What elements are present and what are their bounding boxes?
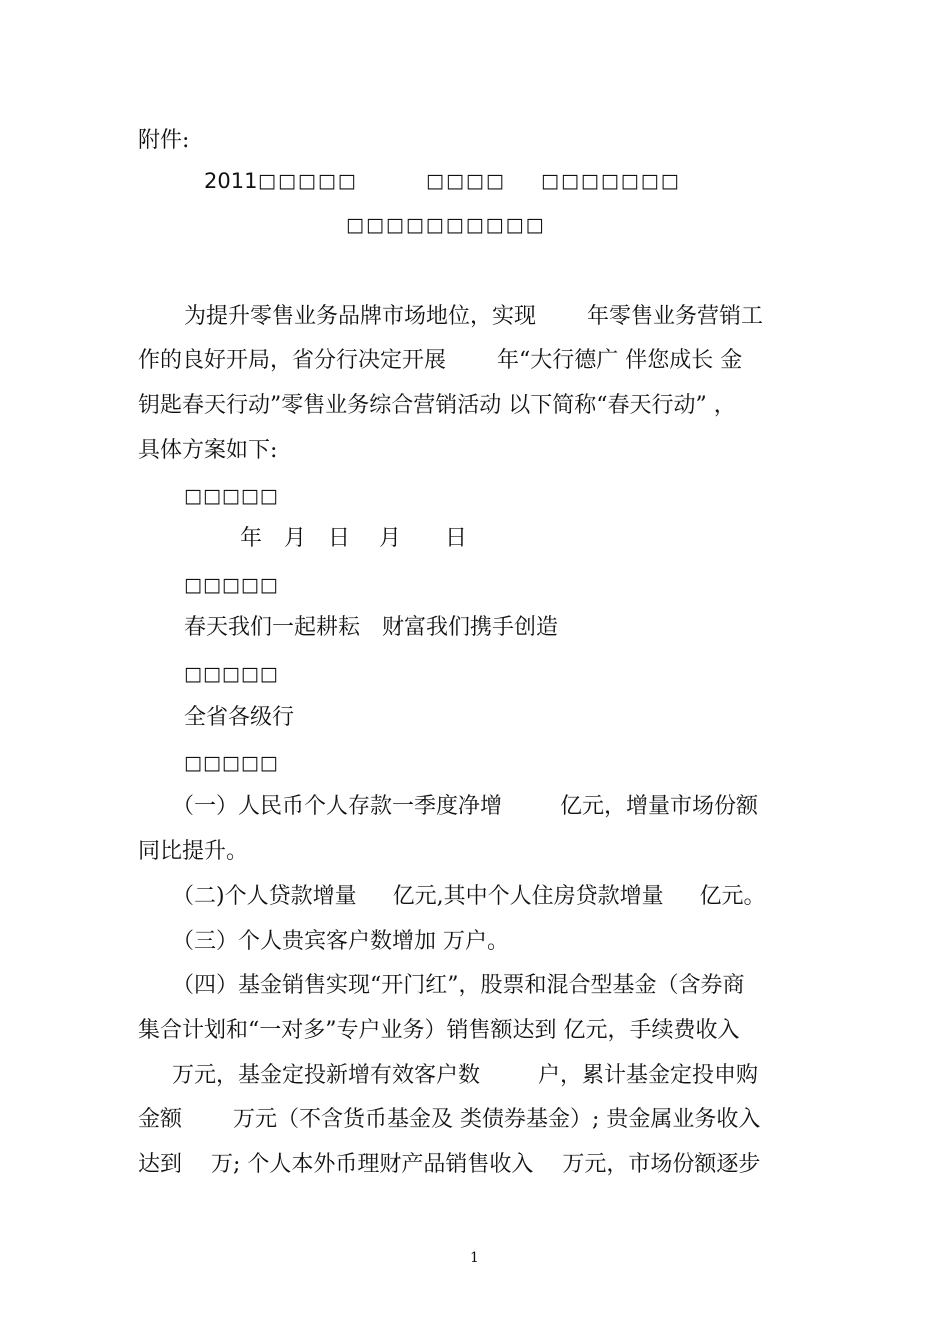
section-2-heading: □□□□□ <box>184 574 279 596</box>
section-3-body: 全省各级行 <box>184 705 295 730</box>
title-part-3: □□□□□□□ <box>541 170 681 192</box>
goal-4-line-3: 万元，基金定投新增有效客户数 户，累计基金定投申购 <box>172 1063 758 1088</box>
section-1-body: 年 月 日 月 日 <box>240 526 467 551</box>
goal-4-line-2: 集合计划和“一对多”专户业务）销售额达到 亿元，手续费收入 <box>138 1018 740 1043</box>
title-part-1: □□□□□ <box>258 170 358 192</box>
goal-4-line-1: （四）基金销售实现“开门红”，股票和混合型基金（含券商 <box>172 973 745 998</box>
section-1-heading: □□□□□ <box>184 485 279 507</box>
page-number: 1 <box>470 1250 479 1266</box>
section-2-body: 春天我们一起耕耘 财富我们携手创造 <box>184 615 559 640</box>
attachment-label: 附件: <box>138 128 190 153</box>
goal-1-line-1: （一）人民币个人存款一季度净增 亿元，增量市场份额 <box>172 794 758 819</box>
intro-line-1: 为提升零售业务品牌市场地位，实现 年零售业务营销工 <box>184 304 763 329</box>
title-line-2: □□□□□□□□□□ <box>346 214 546 236</box>
section-4-heading: □□□□□ <box>184 752 279 774</box>
goal-1-line-2: 同比提升。 <box>138 839 249 864</box>
title-year: 2011 <box>204 169 258 193</box>
title-part-2: □□□□ <box>426 170 506 192</box>
goal-4-line-5: 达到 万; 个人本外币理财产品销售收入 万元，市场份额逐步 <box>138 1152 761 1177</box>
intro-line-4: 具体方案如下: <box>138 438 278 463</box>
intro-line-3: 钥匙春天行动”零售业务综合营销活动 以下简称“春天行动” ， <box>138 393 736 418</box>
intro-line-2: 作的良好开局，省分行决定开展 年“大行德广 伴您成长 金 <box>138 348 743 373</box>
goal-4-line-4: 金额 万元（不含货币基金及 类债券基金）; 贵金属业务收入 <box>138 1107 761 1132</box>
goal-2: （二)个人贷款增量 亿元,其中个人住房贷款增量 亿元。 <box>172 884 766 909</box>
goal-3: （三）个人贵宾客户数增加 万户。 <box>172 929 509 954</box>
section-3-heading: □□□□□ <box>184 663 279 685</box>
